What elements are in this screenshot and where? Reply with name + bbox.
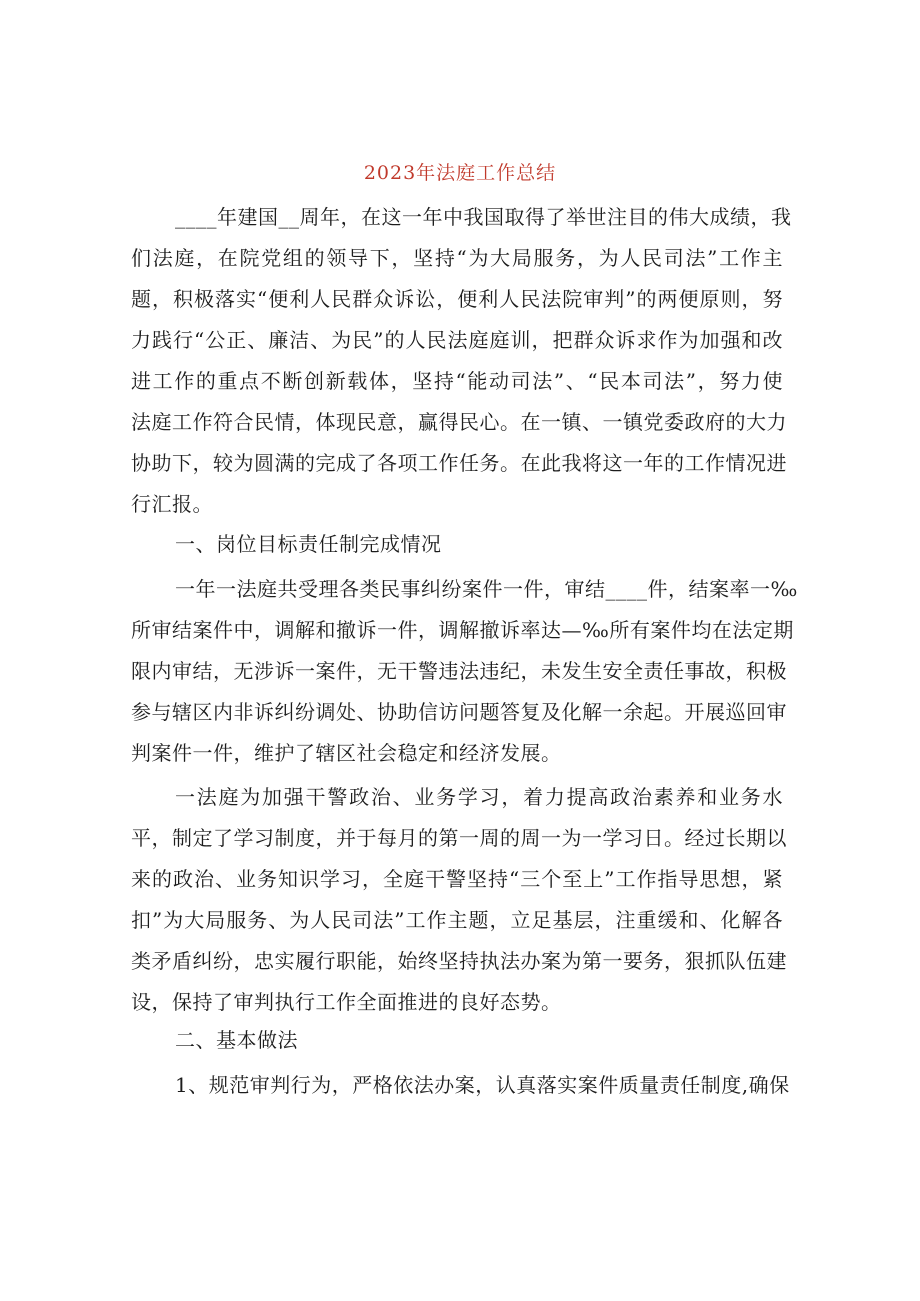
paragraph-line: 一年一法庭共受理各类民事纠纷案件一件，审结____件，结案率一‰ xyxy=(175,577,798,601)
intro-line: ____年建国__周年，在这一年中我国取得了举世注目的伟大成绩，我 xyxy=(175,205,792,229)
intro-line: 力践行“公正、廉洁、为民”的人民法庭庭训，把群众诉求作为加强和改 xyxy=(131,328,783,352)
paragraph-line: 一法庭为加强干警政治、业务学习，着力提高政治素养和业务水 xyxy=(175,785,783,809)
intro-line: 题，积极落实“便利人民群众诉讼，便利人民法院审判”的两便原则，努 xyxy=(131,287,783,311)
paragraph-line: 扣”为大局服务、为人民司法”工作主题，立足基层，注重缓和、化解各 xyxy=(131,908,783,932)
paragraph-line: 来的政治、业务知识学习，全庭干警坚持“三个至上”工作指导思想，紧 xyxy=(131,867,783,891)
paragraph-line: 设，保持了审判执行工作全面推进的良好态势。 xyxy=(131,990,562,1014)
paragraph-line: 所审结案件中，调解和撤诉一件，调解撤诉率达—‰所有案件均在法定期 xyxy=(131,618,794,642)
section2-paragraph-1 xyxy=(131,1065,790,1106)
paragraph-line: 参与辖区内非诉纠纷调处、协助信访问题答复及化解一余起。开展巡回审 xyxy=(131,700,787,724)
paragraph-line: 限内审结，无涉诉一案件，无干警违法违纪，未发生安全责任事故，积极 xyxy=(131,659,787,683)
section1-paragraph-2 xyxy=(131,777,787,1023)
intro-line: 行汇报。 xyxy=(131,492,213,516)
section-heading-1: 一、岗位目标责任制完成情况 xyxy=(175,532,442,556)
intro-line: 法庭工作符合民情，体现民意，赢得民心。在一镇、一镇党委政府的大力 xyxy=(131,410,787,434)
paragraph-line: 判案件一件，维护了辖区社会稳定和经济发展。 xyxy=(131,741,562,765)
intro-paragraph xyxy=(131,197,792,525)
paragraph-line: 1、规范审判行为，严格依法办案，认真落实案件质量责任制度,确保 xyxy=(175,1073,790,1097)
section-heading-2: 二、基本做法 xyxy=(175,1028,298,1052)
intro-line: 协助下，较为圆满的完成了各项工作任务。在此我将这一年的工作情况进 xyxy=(131,451,787,475)
paragraph-line: 平，制定了学习制度，并于每月的第一周的周一为一学习日。经过长期以 xyxy=(131,826,787,850)
paragraph-line: 类矛盾纠纷，忠实履行职能，始终坚持执法办案为第一要务，狠抓队伍建 xyxy=(131,949,787,973)
section1-paragraph-1 xyxy=(131,569,798,774)
intro-line: 们法庭，在院党组的领导下，坚持“为大局服务，为人民司法”工作主 xyxy=(131,246,783,270)
intro-line: 进工作的重点不断创新载体，坚持“能动司法”、“民本司法”，努力使 xyxy=(131,369,783,393)
document-title: 2023年法庭工作总结 xyxy=(363,162,557,184)
